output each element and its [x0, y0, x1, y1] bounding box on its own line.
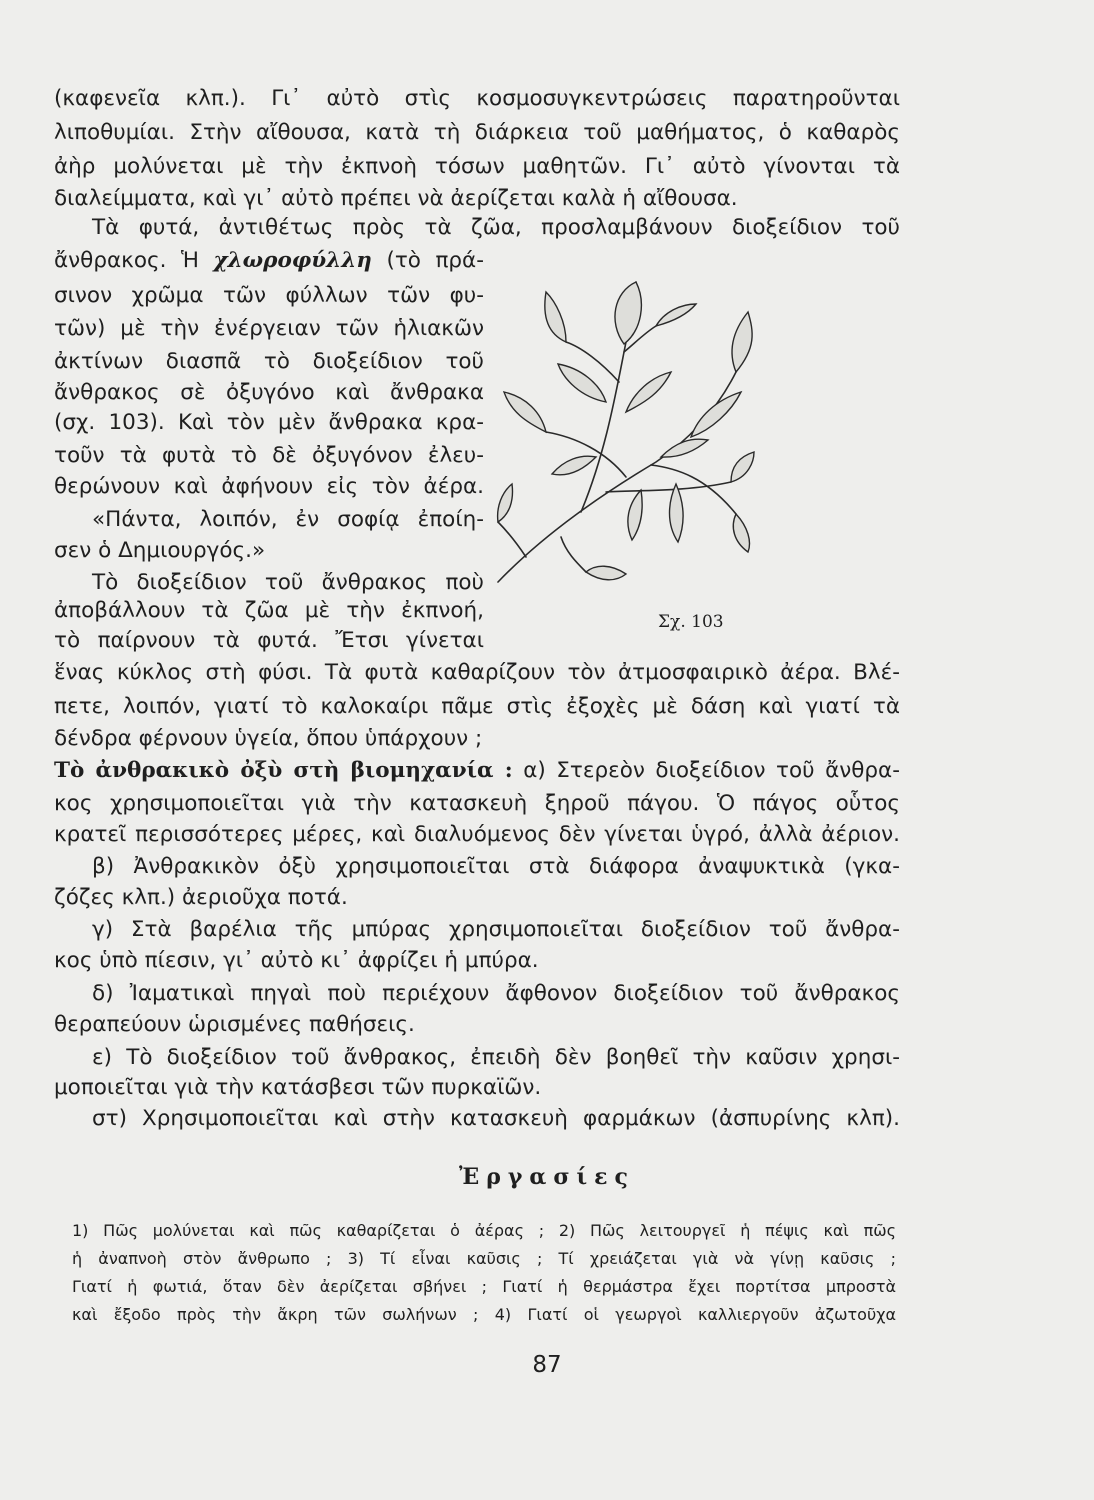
body-line: (σχ. 103). Καὶ τὸν μὲν ἄνθρακα κρα- — [54, 410, 484, 435]
body-line: ἀκτίνων διασπᾶ τὸ διοξείδιον τοῦ — [54, 349, 484, 374]
body-line: κρατεῖ περισσότερες μέρες, καὶ διαλυόμενος δὲν γίνεται ὑγρό, ἀλλὰ ἀέριον. — [54, 822, 900, 847]
body-line: κος ὑπὸ πίεσιν, γι᾽ αὐτὸ κι᾽ ἀφρίζει ἡ μπύρα. — [54, 948, 539, 973]
body-line: στ) Χρησιμοποιεῖται καὶ στὴν κατασκευὴ φαρμάκων (ἀσπυρίνης κλπ). — [92, 1106, 900, 1131]
body-line: διαλείμματα, καὶ γι᾽ αὐτὸ πρέπει νὰ ἀερίζεται καλὰ ἡ αἴθουσα. — [54, 186, 738, 211]
exercise-line: καὶ ἔξοδο πρὸς τὴν ἄκρη τῶν σωλήνων ; 4) Γιατί οἱ γεωργοὶ καλλιεργοῦν ἀζωτοῦχα — [72, 1305, 896, 1324]
body-line: ἕνας κύκλος στὴ φύσι. Τὰ φυτὰ καθαρίζουν τὸν ἀτμοσφαιρικὸ ἀέρα. Βλέ- — [54, 660, 900, 685]
body-line: θερώνουν καὶ ἀφήνουν εἰς τὸν ἀέρα. — [54, 474, 484, 499]
body-line: Τὸ διοξείδιον τοῦ ἄνθρακος ποὺ — [92, 570, 484, 595]
body-line: ἀὴρ μολύνεται μὲ τὴν ἐκπνοὴ τόσων μαθητῶν. Γι᾽ αὐτὸ γίνονται τὰ — [54, 154, 900, 179]
body-line: τῶν) μὲ τὴν ἐνέργειαν τῶν ἡλιακῶν — [54, 316, 484, 341]
body-line: Τὰ φυτά, ἀντιθέτως πρὸς τὰ ζῶα, προσλαμβάνουν διοξείδιον τοῦ — [92, 215, 900, 240]
page-number: 87 — [532, 1352, 562, 1378]
leafy-branch-icon — [486, 252, 756, 592]
body-line-industry: Τὸ ἀνθρακικὸ ὀξὺ στὴ βιομηχανία : α) Στερεὸν διοξείδιον τοῦ ἄνθρα- — [54, 758, 900, 783]
body-line: γ) Στὰ βαρέλια τῆς μπύρας χρησιμοποιεῖται διοξείδιον τοῦ ἄνθρα- — [92, 917, 900, 942]
body-line-chlorophyll: ἄνθρακος. Ἡ χλωροφύλλη (τὸ πρά- — [54, 248, 484, 273]
body-line: πετε, λοιπόν, γιατί τὸ καλοκαίρι πᾶμε στὶς ἐξοχὲς μὲ δάση καὶ γιατί τὰ — [54, 694, 900, 719]
body-line: κος χρησιμοποιεῖται γιὰ τὴν κατασκευὴ ξηροῦ πάγου. Ὁ πάγος οὗτος — [54, 791, 900, 816]
exercise-line: 1) Πῶς μολύνεται καὶ πῶς καθαρίζεται ὁ ἀέρας ; 2) Πῶς λειτουργεῖ ἡ πέψις καὶ πῶς — [72, 1221, 896, 1240]
body-line: ζόζες κλπ.) ἀεριοῦχα ποτά. — [54, 885, 348, 910]
body-line: τὸ παίρνουν τὰ φυτά. Ἔτσι γίνεται — [54, 628, 484, 653]
exercises-heading: Ἐργασίες — [459, 1164, 635, 1190]
body-line: ἀποβάλλουν τὰ ζῶα μὲ τὴν ἐκπνοή, — [54, 598, 484, 623]
body-line: ε) Τὸ διοξείδιον τοῦ ἄνθρακος, ἐπειδὴ δὲν βοηθεῖ τὴν καῦσιν χρησι- — [92, 1045, 900, 1070]
body-line: μοποιεῖται γιὰ τὴν κατάσβεσι τῶν πυρκαϊῶν. — [54, 1075, 542, 1100]
figure-caption: Σχ. 103 — [658, 612, 724, 632]
body-line: σεν ὁ Δημιουργός.» — [54, 538, 266, 563]
body-line: «Πάντα, λοιπόν, ἐν σοφίᾳ ἐποίη- — [92, 507, 484, 532]
term-chlorophyll: χλωροφύλλη — [213, 248, 372, 273]
body-line: β) Ἀνθρακικὸν ὀξὺ χρησιμοποιεῖται στὰ διάφορα ἀναψυκτικὰ (γκα- — [92, 854, 900, 879]
body-line: θεραπεύουν ὡρισμένες παθήσεις. — [54, 1012, 415, 1037]
exercise-line: ἡ ἀναπνοὴ στὸν ἄνθρωπο ; 3) Τί εἶναι καῦσις ; Τί χρειάζεται γιὰ νὰ γίνῃ καῦσις ; — [72, 1249, 896, 1268]
body-line: δ) Ἰαματικαὶ πηγαὶ ποὺ περιέχουν ἄφθονον διοξείδιον τοῦ ἄνθρακος — [92, 981, 900, 1006]
subheading-industry: Τὸ ἀνθρακικὸ ὀξὺ στὴ βιομηχανία : — [54, 758, 513, 783]
body-line: λιποθυμίαι. Στὴν αἴθουσα, κατὰ τὴ διάρκεια τοῦ μαθήματος, ὁ καθαρὸς — [54, 120, 900, 145]
body-line: ἄνθρακος σὲ ὀξυγόνο καὶ ἄνθρακα — [54, 380, 484, 405]
exercise-line: Γιατί ἡ φωτιά, ὅταν δὲν ἀερίζεται σβήνει ; Γιατί ἡ θερμάστρα ἔχει πορτίτσα μπροστὰ — [72, 1277, 896, 1296]
body-line: (καφενεῖα κλπ.). Γι᾽ αὐτὸ στὶς κοσμοσυγκεντρώσεις παρατηροῦνται — [54, 86, 900, 111]
body-line: σινον χρῶμα τῶν φύλλων τῶν φυ- — [54, 283, 484, 308]
body-line: τοῦν τὰ φυτὰ τὸ δὲ ὀξυγόνον ἐλευ- — [54, 443, 484, 468]
body-line: δένδρα φέρνουν ὑγεία, ὅπου ὑπάρχουν ; — [54, 726, 483, 751]
